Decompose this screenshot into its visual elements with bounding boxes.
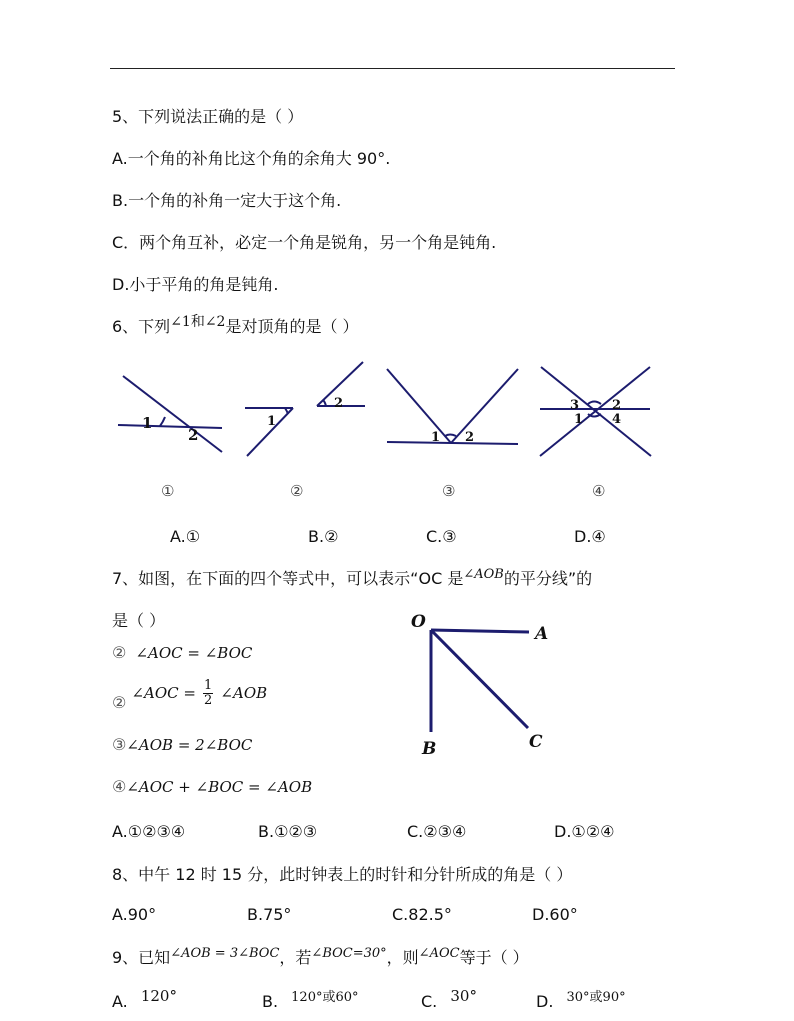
q9-option-a [112, 987, 177, 1012]
q7-stem-math: ∠AOB [463, 567, 504, 582]
q7-label-b: B [422, 739, 437, 759]
q9-stem-mid: ，若 [279, 948, 312, 967]
q9-option-b [262, 992, 359, 1014]
q9-option-b-value: 120°或60° [291, 990, 359, 1005]
q8-option-a: A.90° [112, 905, 157, 924]
q7-eq3 [112, 735, 252, 755]
q6-stem-math: ∠1和∠2 [170, 314, 226, 330]
q7-eq3-expr: ∠AOB = 2∠BOC [126, 736, 253, 754]
q9-stem-math1: ∠AOB = 3∠BOC [170, 946, 280, 961]
q9-option-b-letter: B. [262, 992, 279, 1011]
q9-stem-mid2: ，则 [386, 948, 419, 967]
q6-fig4-label-2: 2 [612, 398, 622, 413]
q7-eq4-expr: ∠AOC + ∠BOC = ∠AOB [126, 778, 313, 796]
q7-option-a: A.①②③④ [112, 822, 186, 841]
q6-fig4-caption: ④ [592, 482, 606, 500]
q7-label-c: C [529, 732, 543, 752]
q6-fig1-line-a [123, 376, 222, 452]
q5-stem: 5、下列说法正确的是（ ） [112, 107, 304, 126]
q5-option-c: C．两个角互补，必定一个角是锐角，另一个角是钝角. [112, 233, 497, 252]
q7-eq1-mark: ② [112, 643, 127, 662]
q9-option-c-value: 30° [450, 987, 477, 1005]
q6-fig3-label-2: 2 [465, 430, 475, 445]
q5-option-d: D.小于平角的角是钝角. [112, 275, 279, 294]
q6-fig3-label-1: 1 [431, 430, 441, 445]
q7-eq2-numerator: 1 [204, 678, 213, 693]
q7-stem-line2: 是（ ） [112, 611, 166, 630]
q6-option-a: A.① [170, 527, 201, 546]
q9-option-a-value: 120° [140, 987, 177, 1005]
q6-fig2-caption: ② [290, 482, 304, 500]
q6-option-d: D.④ [574, 527, 606, 546]
q5-option-a: A.一个角的补角比这个角的余角大 90°. [112, 149, 391, 168]
q9-option-a-letter: A. [112, 992, 128, 1011]
q5-option-b: B.一个角的补角一定大于这个角. [112, 191, 342, 210]
q6-fig4-label-3: 3 [570, 398, 580, 413]
q6-fig1-label-2: 2 [188, 426, 199, 444]
q6-figures [0, 0, 794, 480]
q6-fig4-arc2 [588, 414, 601, 417]
q7-eq3-mark: ③ [112, 735, 127, 754]
q8-option-b: B.75° [247, 905, 292, 924]
q7-label-o: O [411, 612, 426, 632]
q9-stem-math2: ∠BOC=30° [311, 946, 387, 961]
q9-option-d [536, 992, 626, 1014]
q7-eq2-denominator: 2 [204, 693, 213, 708]
q7-option-d: D.①②④ [554, 822, 615, 841]
q9-option-c-letter: C. [421, 992, 438, 1011]
q6-stem-post: 是对顶角的是（ ） [225, 317, 359, 336]
q7-eq4 [112, 777, 312, 797]
q6-fig4-label-4: 4 [612, 412, 622, 427]
q9-option-d-value: 30°或90° [566, 990, 626, 1005]
q8-stem: 8、中午 12 时 15 分，此时钟表上的时针和分针所成的角是（ ） [112, 865, 573, 884]
q7-eq2-fraction [203, 679, 213, 708]
q7-stem [112, 569, 592, 591]
q8-option-d: D.60° [532, 905, 578, 924]
q6-fig1-label-1: 1 [142, 414, 153, 432]
q7-eq2-mark: ② [112, 693, 127, 712]
q8-option-c: C.82.5° [392, 905, 452, 924]
q7-eq4-mark: ④ [112, 777, 127, 796]
q7-ray-oc [431, 630, 528, 728]
q7-stem-post: 的平分线”的 [503, 569, 593, 588]
q9-stem [112, 948, 529, 970]
q6-fig1-caption: ① [161, 482, 175, 500]
q9-stem-pre: 9、已知 [112, 948, 171, 967]
q6-fig3-right [451, 369, 518, 443]
q6-fig4-label-1: 1 [574, 412, 584, 427]
q6-option-b: B.② [308, 527, 339, 546]
q7-option-b: B.①②③ [258, 822, 318, 841]
q7-eq1 [112, 643, 252, 663]
q7-figure [400, 605, 570, 765]
q6-fig3-arc [445, 435, 456, 437]
q7-stem-pre: 7、如图，在下面的四个等式中，可以表示“OC 是 [112, 569, 464, 588]
q9-option-c [421, 987, 477, 1012]
q6-fig3-left [387, 369, 451, 443]
q6-fig3-caption: ③ [442, 482, 456, 500]
q7-eq2-left: ∠AOC = [131, 684, 196, 702]
q7-eq2 [112, 678, 268, 712]
q6-fig4-arc1 [588, 402, 601, 405]
q7-ray-oa [431, 630, 529, 632]
q6-fig1-line-b [118, 425, 222, 428]
q6-fig2-label-1: 1 [267, 414, 277, 429]
q6-option-c: C.③ [426, 527, 457, 546]
q9-stem-post: 等于（ ） [459, 948, 529, 967]
q6-stem-pre: 6、下列 [112, 317, 171, 336]
q7-label-a: A [535, 624, 549, 644]
q7-option-c: C.②③④ [407, 822, 467, 841]
q9-stem-math3: ∠AOC [418, 946, 460, 961]
q6-fig2-label-2: 2 [334, 396, 344, 411]
q7-eq1-expr: ∠AOC = ∠BOC [135, 644, 253, 662]
q6-fig1-arc [160, 417, 165, 426]
q9-option-d-letter: D. [536, 992, 554, 1011]
q7-eq2-right: ∠AOB [220, 684, 268, 702]
